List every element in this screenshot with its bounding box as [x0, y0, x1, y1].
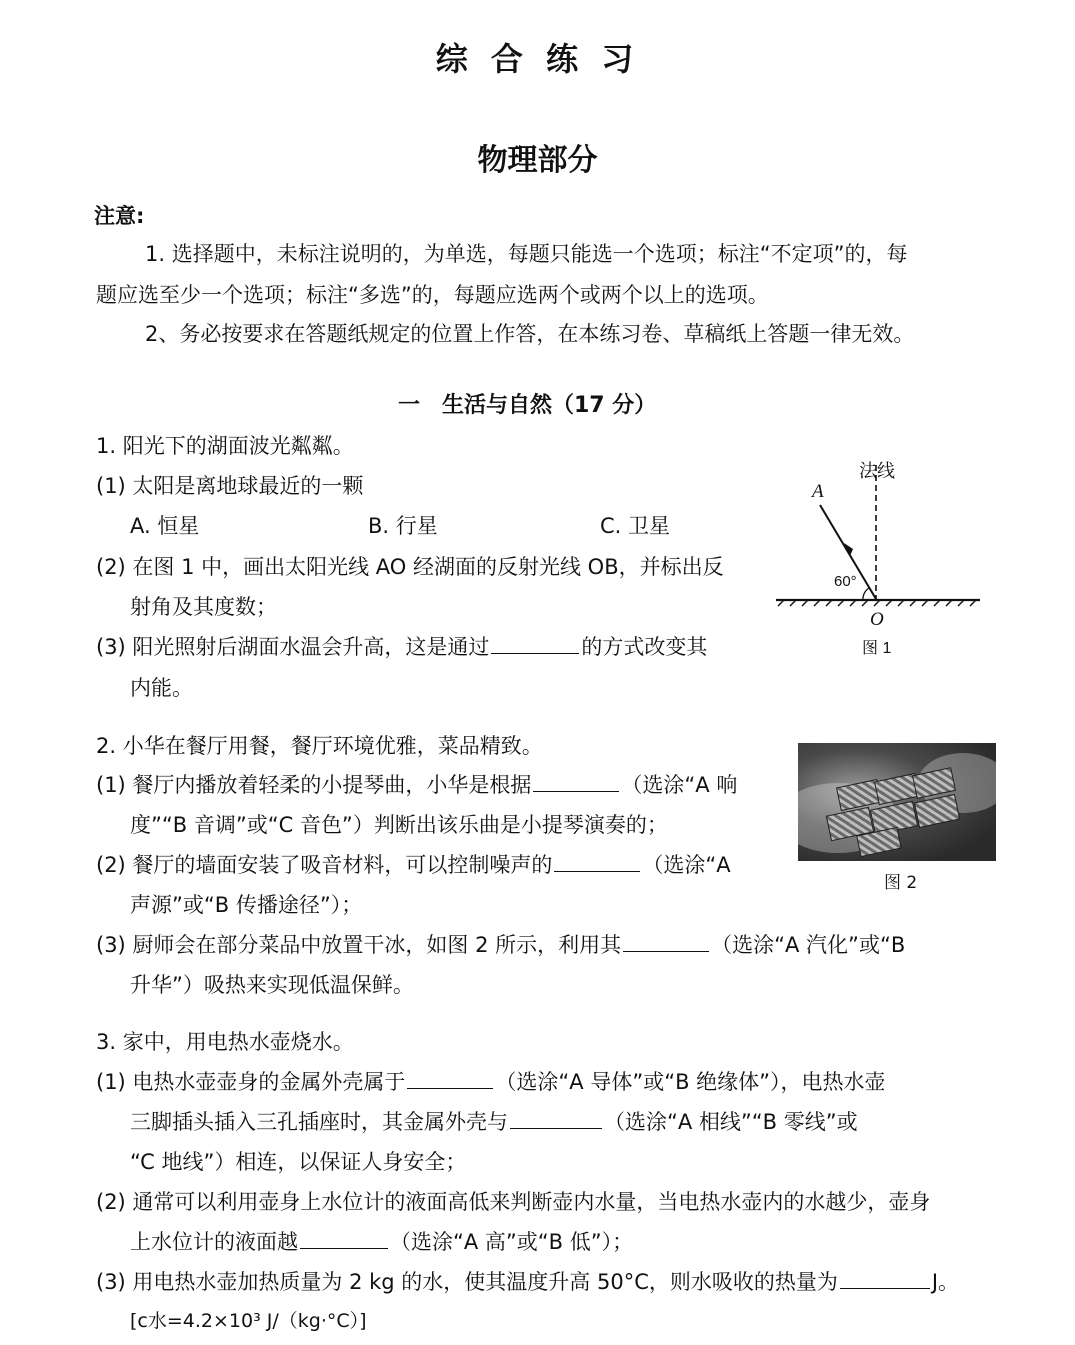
- q2-part-2-text-after: （选涂“A: [642, 853, 731, 877]
- q3-answer-blank-3[interactable]: [300, 1230, 388, 1249]
- angle-label: 60°: [834, 573, 857, 590]
- q2-part-2: [96, 849, 731, 879]
- q3-answer-blank-2[interactable]: [510, 1110, 602, 1129]
- q3-part-1-text-after: （选涂“A 导体”或“B 绝缘体”），电热水壶: [495, 1070, 886, 1094]
- q3-part-3: [96, 1266, 959, 1296]
- q3-part-3-text: (3) 用电热水壶加热质量为 2 kg 的水，使其温度升高 50°C，则水吸收的热量为: [96, 1270, 838, 1294]
- point-o-label: O: [870, 609, 884, 630]
- q1-stem: 1. 阳光下的湖面波光粼粼。: [96, 434, 354, 458]
- q1-answer-blank[interactable]: [491, 635, 579, 654]
- q3-part-2-line-1: (2) 通常可以利用壶身上水位计的液面高低来判断壶内水量，当电热水壶内的水越少，壶身: [96, 1190, 931, 1214]
- q2-part-3: [96, 929, 905, 959]
- q1-part-3-text: (3) 阳光照射后湖面水温会升高，这是通过: [96, 635, 490, 659]
- point-a-label: A: [812, 481, 824, 502]
- q1-part-3-line-2: 内能。: [130, 676, 193, 700]
- q2-answer-blank-3[interactable]: [623, 933, 709, 952]
- q2-stem: 2. 小华在餐厅用餐，餐厅环境优雅，菜品精致。: [96, 734, 543, 758]
- q3-formula: [c水=4.2×10³ J/（kg·°C）]: [130, 1310, 367, 1332]
- q3-part-3-text-after: J。: [931, 1270, 960, 1294]
- q2-answer-blank-1[interactable]: [533, 773, 619, 792]
- q2-part-3-text: (3) 厨师会在部分菜品中放置干冰，如图 2 所示，利用其: [96, 933, 622, 957]
- q2-part-2-line-2: 声源”或“B 传播途径”）；: [130, 893, 363, 917]
- q1-option-b: B. 行星: [368, 514, 438, 538]
- figure-2-caption: 图 2: [884, 873, 918, 893]
- notice-item-1-line-1: 1. 选择题中，未标注说明的，为单选，每题只能选一个选项；标注“不定项”的，每: [145, 242, 908, 266]
- angle-arc: [863, 588, 869, 600]
- q3-part-1-line-3: “C 地线”）相连，以保证人身安全；: [130, 1150, 467, 1174]
- notice-label: 注意:: [94, 204, 145, 228]
- q1-part-2-line-2: 射角及其度数；: [130, 595, 277, 619]
- section-title: 物理部分: [477, 143, 598, 178]
- q3-answer-blank-4[interactable]: [840, 1270, 930, 1289]
- q1-part-1: (1) 太阳是离地球最近的一颗: [96, 474, 364, 498]
- figure-2-photo: [798, 743, 996, 861]
- notice-item-2: 2、务必按要求在答题纸规定的位置上作答，在本练习卷、草稿纸上答题一律无效。: [145, 322, 915, 346]
- q2-part-1-text: (1) 餐厅内播放着轻柔的小提琴曲，小华是根据: [96, 773, 532, 797]
- q3-answer-blank-1[interactable]: [407, 1070, 493, 1089]
- q2-part-3-text-after: （选涂“A 汽化”或“B: [711, 933, 906, 957]
- q3-part-1-line-2-text-after: （选涂“A 相线”“B 零线”或: [604, 1110, 858, 1134]
- q2-part-1-line-2: 度”“B 音调”或“C 音色”）判断出该乐曲是小提琴演奏的；: [130, 813, 668, 837]
- notice-item-1-line-2: 题应选至少一个选项；标注“多选”的，每题应选两个或两个以上的选项。: [96, 283, 769, 307]
- normal-label: 法线: [859, 461, 895, 481]
- q2-part-1-text-after: （选涂“A 响: [621, 773, 738, 797]
- q3-part-1: [96, 1066, 886, 1096]
- q3-part-1-line-2: [130, 1106, 858, 1136]
- figure-1-diagram: [770, 455, 985, 665]
- q1-part-3: [96, 631, 707, 661]
- q2-part-3-line-2: 升华”）吸热来实现低温保鲜。: [130, 973, 414, 997]
- q3-part-2-line-2: [130, 1226, 633, 1256]
- document-title: 综 合 练 习: [435, 40, 640, 78]
- q3-part-2-line-2-text: 上水位计的液面越: [130, 1230, 298, 1254]
- q3-part-2-line-2-text-after: （选涂“A 高”或“B 低”）；: [390, 1230, 634, 1254]
- q1-option-c: C. 卫星: [600, 514, 671, 538]
- q1-part-3-text-after: 的方式改变其: [581, 635, 708, 659]
- q2-part-1: [96, 769, 737, 799]
- q2-part-2-text: (2) 餐厅的墙面安装了吸音材料，可以控制噪声的: [96, 853, 553, 877]
- section-heading: 一 生活与自然（17 分）: [398, 393, 657, 418]
- q1-option-a: A. 恒星: [130, 514, 200, 538]
- q3-part-1-line-2-text: 三脚插头插入三孔插座时，其金属外壳与: [130, 1110, 508, 1134]
- figure-1-caption: 图 1: [862, 640, 892, 657]
- q1-part-2-line-1: (2) 在图 1 中，画出太阳光线 AO 经湖面的反射光线 OB，并标出反: [96, 555, 724, 579]
- q2-answer-blank-2[interactable]: [554, 853, 640, 872]
- q3-stem: 3. 家中，用电热水壶烧水。: [96, 1030, 354, 1054]
- q3-part-1-text: (1) 电热水壶壶身的金属外壳属于: [96, 1070, 406, 1094]
